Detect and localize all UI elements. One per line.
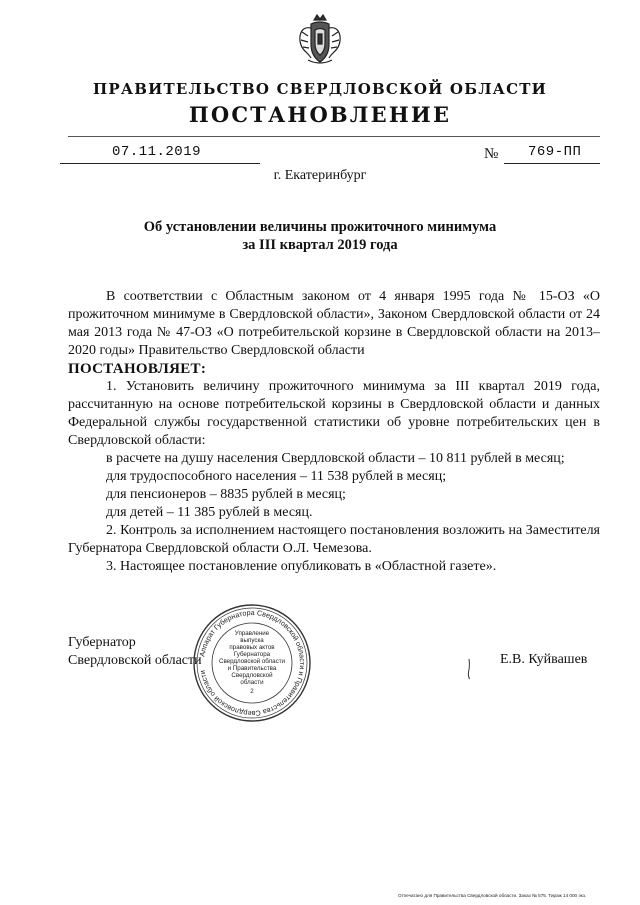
signature-mark <box>466 658 472 680</box>
number-underline <box>504 163 600 164</box>
seal-ring-text: Аппарат Губернатора Свердловской области и Правительства Свердловской области <box>197 607 308 719</box>
official-seal <box>190 602 314 724</box>
seal-center-line: Свердловской <box>231 672 273 679</box>
seal-center-line: 2 <box>250 688 254 695</box>
seal-center-line: и Правительства <box>227 665 277 672</box>
item-2: 2. Контроль за исполнением настоящего постановления возложить на Заместителя Губернатора Свердловской области О.Л. Чемезова. <box>68 523 600 556</box>
position-line-1: Губернатор <box>68 635 136 650</box>
organization-title: ПРАВИТЕЛЬСТВО СВЕРДЛОВСКОЙ ОБЛАСТИ <box>93 80 547 98</box>
seal-center-line: Свердловской области <box>218 658 286 665</box>
document-number: 769-ПП <box>528 144 582 160</box>
document-subject <box>80 218 560 254</box>
header-divider <box>68 136 600 137</box>
seal-center-line: правовых актов <box>229 644 275 651</box>
seal-center-line: Губернатора <box>233 651 271 658</box>
print-note: Отпечатано для Правительства Свердловской области. Заказ № 575. Тираж 14 000 экз. <box>398 893 587 898</box>
seal-center-line: Управление <box>234 630 270 637</box>
seal-center-line: области <box>240 679 264 686</box>
city: г. Екатеринбург <box>273 168 367 183</box>
subject-line-2: за III квартал 2019 года <box>242 237 398 253</box>
per-capita-value: в расчете на душу населения Свердловской области – 10 811 рублей в месяц; <box>106 451 565 466</box>
coat-of-arms-icon <box>298 14 342 66</box>
seal-center-line: выпуска <box>240 637 264 644</box>
subject-line-1: Об установлении величины прожиточного минимума <box>143 219 497 235</box>
position-line-2: Свердловской области <box>68 653 202 668</box>
document-type: ПОСТАНОВЛЕНИЕ <box>188 102 452 127</box>
signatory-position <box>68 634 202 670</box>
number-sign: № <box>484 146 499 162</box>
resolves-heading: ПОСТАНОВЛЯЕТ: <box>68 361 207 377</box>
signatory-name: Е.В. Куйвашев <box>500 652 588 667</box>
item-1: 1. Установить величину прожиточного минимума за III квартал 2019 года, рассчитанную на основе потребительской корзины в Свердловской области и данных Федеральной службы государственной статистики об уровне потребительских цен в Свердловской области: <box>68 379 600 448</box>
document-date: 07.11.2019 <box>112 144 202 160</box>
document-body <box>68 288 600 576</box>
preamble: В соответствии с Областным законом от 4 января 1995 года № 15-ОЗ «О прожиточном минимуме в Свердловской области», Законом Свердловской области от 24 мая 2013 года № 47-ОЗ «О потребительской корзине в Свердловской области на 2013–2020 годы» Правительство Свердловской области <box>68 289 600 358</box>
item-3: 3. Настоящее постановление опубликовать в «Областной газете». <box>106 559 497 574</box>
children-value: для детей – 11 385 рублей в месяц. <box>106 505 313 520</box>
pensioners-value: для пенсионеров – 8835 рублей в месяц; <box>106 487 346 502</box>
working-age-value: для трудоспособного населения – 11 538 рублей в месяц; <box>106 469 447 484</box>
date-underline <box>60 163 260 164</box>
